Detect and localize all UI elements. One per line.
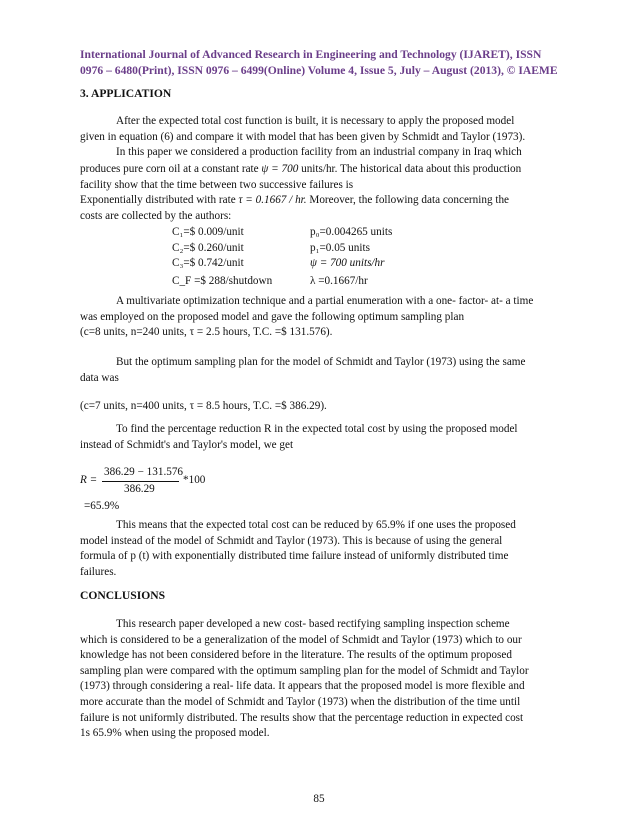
text-line: data was	[80, 371, 119, 384]
text-line: (1973) through considering a real- life data. It appears that the proposed model is more flexible and	[80, 680, 525, 693]
text-line: In this paper we considered a production facility from an industrial company in Iraq which	[116, 146, 522, 159]
cost-row: C₁=$ 0.009/unit p₀=0.004265 units	[172, 226, 393, 238]
psi-rate-symbol: ψ = 700	[261, 162, 299, 175]
text-line: sampling plan were compared with the optimum sampling plan for the model of Schmidt and Taylor	[80, 664, 529, 677]
text-line: instead of Schmidt's and Taylor's model, we get	[80, 438, 294, 451]
text-line: failure is not uniformly distributed. The results show that the percentage reduction in expected cost	[80, 711, 524, 724]
tau-rate-symbol: τ = 0.1667 / hr.	[238, 194, 307, 207]
text-line: more accurate than the model of Schmidt and Taylor (1973) when the distribution of the time until	[80, 695, 521, 708]
text-line: was employed on the proposed model and gave the following optimum sampling plan	[80, 310, 465, 323]
text-line: To find the percentage reduction R in the expected total cost by using the proposed model	[116, 423, 518, 435]
paragraph-application-intro	[80, 114, 560, 225]
formula-multiplier: *100	[183, 474, 206, 486]
paragraph-schmidt-taylor-plan	[80, 355, 560, 415]
text-line: 1s 65.9% when using the proposed model.	[80, 727, 270, 740]
fraction-bar	[102, 481, 179, 482]
text-line: formula of p (t) with exponentially distributed time failure instead of uniformly distributed time	[80, 550, 509, 563]
text-line: A multivariate optimization technique and a partial enumeration with a one- factor- at- a time	[116, 295, 534, 307]
schmidt-taylor-plan-line: (c=7 units, n=400 units, τ = 8.5 hours, T.C. =$ 386.29).	[80, 400, 327, 413]
text-line: failures.	[80, 565, 117, 578]
section-heading-conclusions: CONCLUSIONS	[80, 589, 166, 602]
text-line: This means that the expected total cost can be reduced by 65.9% if one uses the proposed	[116, 519, 516, 531]
paragraph-conclusions	[80, 617, 560, 742]
journal-header-line-2: 0976 – 6480(Print), ISSN 0976 – 6499(Online) Volume 4, Issue 5, July – August (2013), © IAEME	[80, 64, 558, 77]
text-line: After the expected total cost function is built, it is necessary to apply the proposed model	[116, 115, 515, 127]
proposed-plan-line: (c=8 units, n=240 units, τ = 2.5 hours, T.C. =$ 131.576).	[80, 326, 333, 339]
formula-lhs: R =	[80, 474, 98, 486]
text-line: costs are collected by the authors:	[80, 209, 232, 222]
formula-result: =65.9%	[84, 500, 120, 512]
text-line: model instead of the model of Schmidt and Taylor (1973). This is because of using the general	[80, 534, 503, 547]
text-line: knowledge has not been considered before in the literature. The results of the optimum proposed	[80, 649, 512, 662]
section-heading-application: 3. APPLICATION	[80, 87, 172, 100]
paragraph-optimization	[80, 294, 560, 341]
cost-parameters-list	[172, 225, 393, 289]
cost-row: C₂=$ 0.260/unit p₁=0.05 units	[172, 241, 370, 254]
text-line: produces pure corn oil at a constant rate ψ = 700 units/hr. The historical data about this production	[80, 162, 522, 175]
text-line: facility show that the time between two successive failures is	[80, 178, 354, 191]
paragraph-percentage-reduction	[80, 422, 560, 453]
formula-numerator: 386.29 − 131.576	[104, 466, 184, 478]
cost-row: C_F =$ 288/shutdown λ =0.1667/hr	[172, 274, 368, 287]
cost-row: C₃=$ 0.742/unit ψ = 700 units/hr	[172, 257, 385, 270]
journal-header-line-1: International Journal of Advanced Research in Engineering and Technology (IJARET), ISSN	[80, 48, 542, 61]
paragraph-interpretation	[80, 518, 560, 580]
text-line: which is considered to be a generalization of the model of Schmidt and Taylor (1973) which to our	[80, 633, 522, 646]
text-line: But the optimum sampling plan for the model of Schmidt and Taylor (1973) using the same	[116, 356, 526, 368]
text-line: This research paper developed a new cost- based rectifying sampling inspection scheme	[116, 618, 510, 630]
formula-denominator: 386.29	[124, 483, 155, 495]
page-number: 85	[313, 793, 325, 805]
text-line: Exponentially distributed with rate τ = 0.1667 / hr. Moreover, the following data concerning the	[80, 194, 510, 207]
text-line: given in equation (6) and compare it with model that has been given by Schmidt and Taylor (1973).	[80, 130, 526, 143]
journal-header	[80, 47, 560, 79]
